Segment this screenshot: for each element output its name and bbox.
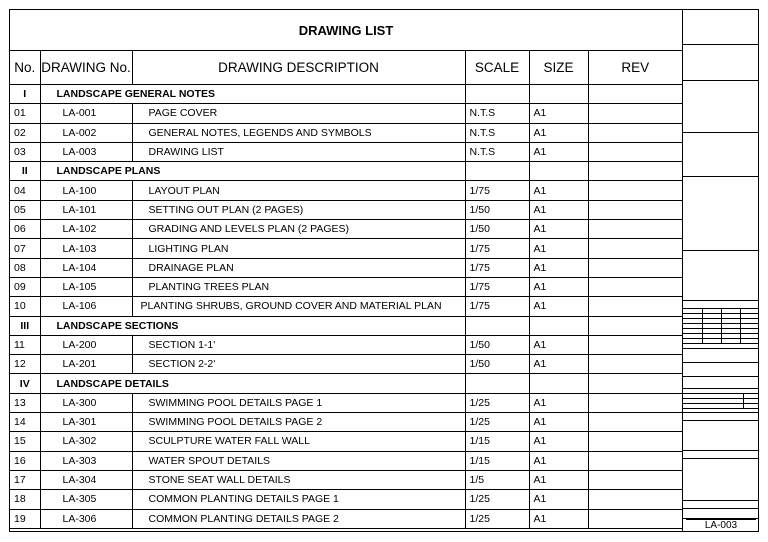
drawing-scale: N.T.S bbox=[465, 142, 529, 161]
drawing-rev bbox=[588, 104, 682, 123]
row-number: 08 bbox=[10, 258, 40, 277]
drawing-size: A1 bbox=[529, 181, 588, 200]
row-number: 02 bbox=[10, 123, 40, 142]
drawing-description: WATER SPOUT DETAILS bbox=[132, 451, 465, 470]
section-title: LANDSCAPE DETAILS bbox=[40, 374, 465, 393]
row-number: 04 bbox=[10, 181, 40, 200]
drawing-scale: 1/50 bbox=[465, 200, 529, 219]
header-size: SIZE bbox=[529, 50, 588, 85]
drawing-size: A1 bbox=[529, 509, 588, 528]
drawing-code: LA-104 bbox=[40, 258, 132, 277]
drawing-description: SCULPTURE WATER FALL WALL bbox=[132, 432, 465, 451]
table-row bbox=[10, 239, 682, 258]
header-no: No. bbox=[10, 50, 40, 85]
drawing-scale: 1/75 bbox=[465, 239, 529, 258]
drawing-description: STONE SEAT WALL DETAILS bbox=[132, 470, 465, 489]
drawing-code: LA-003 bbox=[40, 142, 132, 161]
drawing-size: A1 bbox=[529, 297, 588, 316]
title-block bbox=[683, 9, 759, 532]
empty-cell bbox=[465, 374, 529, 393]
drawing-size: A1 bbox=[529, 104, 588, 123]
drawing-code: LA-301 bbox=[40, 413, 132, 432]
row-number: 17 bbox=[10, 470, 40, 489]
drawing-size: A1 bbox=[529, 470, 588, 489]
drawing-scale: 1/25 bbox=[465, 490, 529, 509]
drawing-size: A1 bbox=[529, 239, 588, 258]
row-number: 14 bbox=[10, 413, 40, 432]
drawing-description: SETTING OUT PLAN (2 PAGES) bbox=[132, 200, 465, 219]
drawing-description: COMMON PLANTING DETAILS PAGE 2 bbox=[132, 509, 465, 528]
drawing-description: SECTION 2-2' bbox=[132, 355, 465, 374]
row-number: 07 bbox=[10, 239, 40, 258]
drawing-code: LA-303 bbox=[40, 451, 132, 470]
table-row bbox=[10, 104, 682, 123]
drawing-list-table bbox=[10, 50, 682, 529]
drawing-description: DRAINAGE PLAN bbox=[132, 258, 465, 277]
section-row bbox=[10, 162, 682, 181]
drawing-code: LA-102 bbox=[40, 220, 132, 239]
drawing-code: LA-103 bbox=[40, 239, 132, 258]
drawing-description: PLANTING SHRUBS, GROUND COVER AND MATERIAL PLAN bbox=[132, 297, 465, 316]
drawing-rev bbox=[588, 220, 682, 239]
drawing-list-sheet bbox=[9, 9, 683, 532]
row-number: 13 bbox=[10, 393, 40, 412]
drawing-scale: 1/50 bbox=[465, 355, 529, 374]
drawing-scale: 1/25 bbox=[465, 393, 529, 412]
drawing-rev bbox=[588, 490, 682, 509]
header-scale: SCALE bbox=[465, 50, 529, 85]
drawing-size: A1 bbox=[529, 277, 588, 296]
drawing-rev bbox=[588, 142, 682, 161]
header-rev: REV bbox=[588, 50, 682, 85]
row-number: 03 bbox=[10, 142, 40, 161]
empty-cell bbox=[529, 316, 588, 335]
drawing-scale: 1/75 bbox=[465, 297, 529, 316]
drawing-description: SWIMMING POOL DETAILS PAGE 2 bbox=[132, 413, 465, 432]
drawing-code: LA-200 bbox=[40, 335, 132, 354]
drawing-scale: N.T.S bbox=[465, 123, 529, 142]
table-header-row bbox=[10, 50, 682, 85]
drawing-rev bbox=[588, 181, 682, 200]
drawing-scale: 1/75 bbox=[465, 181, 529, 200]
drawing-size: A1 bbox=[529, 335, 588, 354]
drawing-size: A1 bbox=[529, 355, 588, 374]
table-row bbox=[10, 470, 682, 489]
empty-cell bbox=[588, 85, 682, 104]
drawing-code: LA-201 bbox=[40, 355, 132, 374]
drawing-description: PAGE COVER bbox=[132, 104, 465, 123]
drawing-description: GRADING AND LEVELS PLAN (2 PAGES) bbox=[132, 220, 465, 239]
table-row bbox=[10, 451, 682, 470]
drawing-code: LA-100 bbox=[40, 181, 132, 200]
drawing-description: LAYOUT PLAN bbox=[132, 181, 465, 200]
drawing-description: COMMON PLANTING DETAILS PAGE 1 bbox=[132, 490, 465, 509]
drawing-rev bbox=[588, 393, 682, 412]
drawing-size: A1 bbox=[529, 200, 588, 219]
drawing-code: LA-106 bbox=[40, 297, 132, 316]
drawing-rev bbox=[588, 297, 682, 316]
table-row bbox=[10, 142, 682, 161]
table-row bbox=[10, 181, 682, 200]
drawing-scale: 1/50 bbox=[465, 335, 529, 354]
row-number: 06 bbox=[10, 220, 40, 239]
row-number: 16 bbox=[10, 451, 40, 470]
drawing-code: LA-305 bbox=[40, 490, 132, 509]
empty-cell bbox=[465, 162, 529, 181]
stage-grid bbox=[683, 393, 759, 409]
row-number: 19 bbox=[10, 509, 40, 528]
drawing-rev bbox=[588, 470, 682, 489]
header-drawing-no: DRAWING No. bbox=[40, 50, 132, 85]
section-title: LANDSCAPE GENERAL NOTES bbox=[40, 85, 465, 104]
drawing-size: A1 bbox=[529, 123, 588, 142]
section-row bbox=[10, 316, 682, 335]
table-row bbox=[10, 220, 682, 239]
drawing-scale: 1/15 bbox=[465, 451, 529, 470]
row-number: 10 bbox=[10, 297, 40, 316]
empty-cell bbox=[465, 316, 529, 335]
empty-cell bbox=[465, 85, 529, 104]
table-row bbox=[10, 393, 682, 412]
drawing-description: SWIMMING POOL DETAILS PAGE 1 bbox=[132, 393, 465, 412]
empty-cell bbox=[529, 85, 588, 104]
drawing-scale: 1/75 bbox=[465, 277, 529, 296]
row-number: 18 bbox=[10, 490, 40, 509]
table-row bbox=[10, 335, 682, 354]
row-number: 15 bbox=[10, 432, 40, 451]
row-number: 05 bbox=[10, 200, 40, 219]
drawing-size: A1 bbox=[529, 490, 588, 509]
table-row bbox=[10, 123, 682, 142]
drawing-size: A1 bbox=[529, 220, 588, 239]
section-row bbox=[10, 374, 682, 393]
empty-cell bbox=[529, 374, 588, 393]
drawing-scale: 1/5 bbox=[465, 470, 529, 489]
row-number: 09 bbox=[10, 277, 40, 296]
drawing-code: LA-304 bbox=[40, 470, 132, 489]
drawing-description: SECTION 1-1' bbox=[132, 335, 465, 354]
drawing-size: A1 bbox=[529, 393, 588, 412]
empty-cell bbox=[588, 316, 682, 335]
drawing-description: PLANTING TREES PLAN bbox=[132, 277, 465, 296]
drawing-description: GENERAL NOTES, LEGENDS AND SYMBOLS bbox=[132, 123, 465, 142]
section-number: II bbox=[10, 162, 40, 181]
drawing-scale: 1/15 bbox=[465, 432, 529, 451]
row-number: 01 bbox=[10, 104, 40, 123]
header-description: DRAWING DESCRIPTION bbox=[132, 50, 465, 85]
section-title: LANDSCAPE SECTIONS bbox=[40, 316, 465, 335]
drawing-scale: N.T.S bbox=[465, 104, 529, 123]
empty-cell bbox=[588, 374, 682, 393]
drawing-description: DRAWING LIST bbox=[132, 142, 465, 161]
empty-cell bbox=[529, 162, 588, 181]
section-row bbox=[10, 85, 682, 104]
drawing-code: LA-002 bbox=[40, 123, 132, 142]
drawing-code: LA-101 bbox=[40, 200, 132, 219]
table-row bbox=[10, 432, 682, 451]
drawing-size: A1 bbox=[529, 432, 588, 451]
drawing-rev bbox=[588, 258, 682, 277]
section-title: LANDSCAPE PLANS bbox=[40, 162, 465, 181]
row-number: 12 bbox=[10, 355, 40, 374]
title-block-drawing-number: LA-003 bbox=[686, 519, 756, 531]
drawing-scale: 1/75 bbox=[465, 258, 529, 277]
drawing-code: LA-300 bbox=[40, 393, 132, 412]
section-number: IV bbox=[10, 374, 40, 393]
section-number: III bbox=[10, 316, 40, 335]
drawing-rev bbox=[588, 335, 682, 354]
drawing-code: LA-105 bbox=[40, 277, 132, 296]
drawing-rev bbox=[588, 239, 682, 258]
drawing-rev bbox=[588, 277, 682, 296]
drawing-rev bbox=[588, 432, 682, 451]
section-number: I bbox=[10, 85, 40, 104]
drawing-code: LA-302 bbox=[40, 432, 132, 451]
table-row bbox=[10, 277, 682, 296]
table-row bbox=[10, 490, 682, 509]
table-row bbox=[10, 297, 682, 316]
drawing-code: LA-001 bbox=[40, 104, 132, 123]
page-title: DRAWING LIST bbox=[10, 10, 682, 51]
drawing-rev bbox=[588, 413, 682, 432]
drawing-size: A1 bbox=[529, 413, 588, 432]
table-row bbox=[10, 355, 682, 374]
table-row bbox=[10, 200, 682, 219]
drawing-size: A1 bbox=[529, 451, 588, 470]
drawing-code: LA-306 bbox=[40, 509, 132, 528]
drawing-rev bbox=[588, 200, 682, 219]
row-number: 11 bbox=[10, 335, 40, 354]
drawing-rev bbox=[588, 123, 682, 142]
revision-grid bbox=[683, 308, 759, 344]
drawing-scale: 1/25 bbox=[465, 413, 529, 432]
drawing-rev bbox=[588, 509, 682, 528]
empty-cell bbox=[588, 162, 682, 181]
drawing-description: LIGHTING PLAN bbox=[132, 239, 465, 258]
table-row bbox=[10, 258, 682, 277]
drawing-scale: 1/25 bbox=[465, 509, 529, 528]
table-row bbox=[10, 413, 682, 432]
drawing-scale: 1/50 bbox=[465, 220, 529, 239]
table-row bbox=[10, 509, 682, 528]
drawing-rev bbox=[588, 355, 682, 374]
drawing-size: A1 bbox=[529, 142, 588, 161]
drawing-rev bbox=[588, 451, 682, 470]
drawing-size: A1 bbox=[529, 258, 588, 277]
